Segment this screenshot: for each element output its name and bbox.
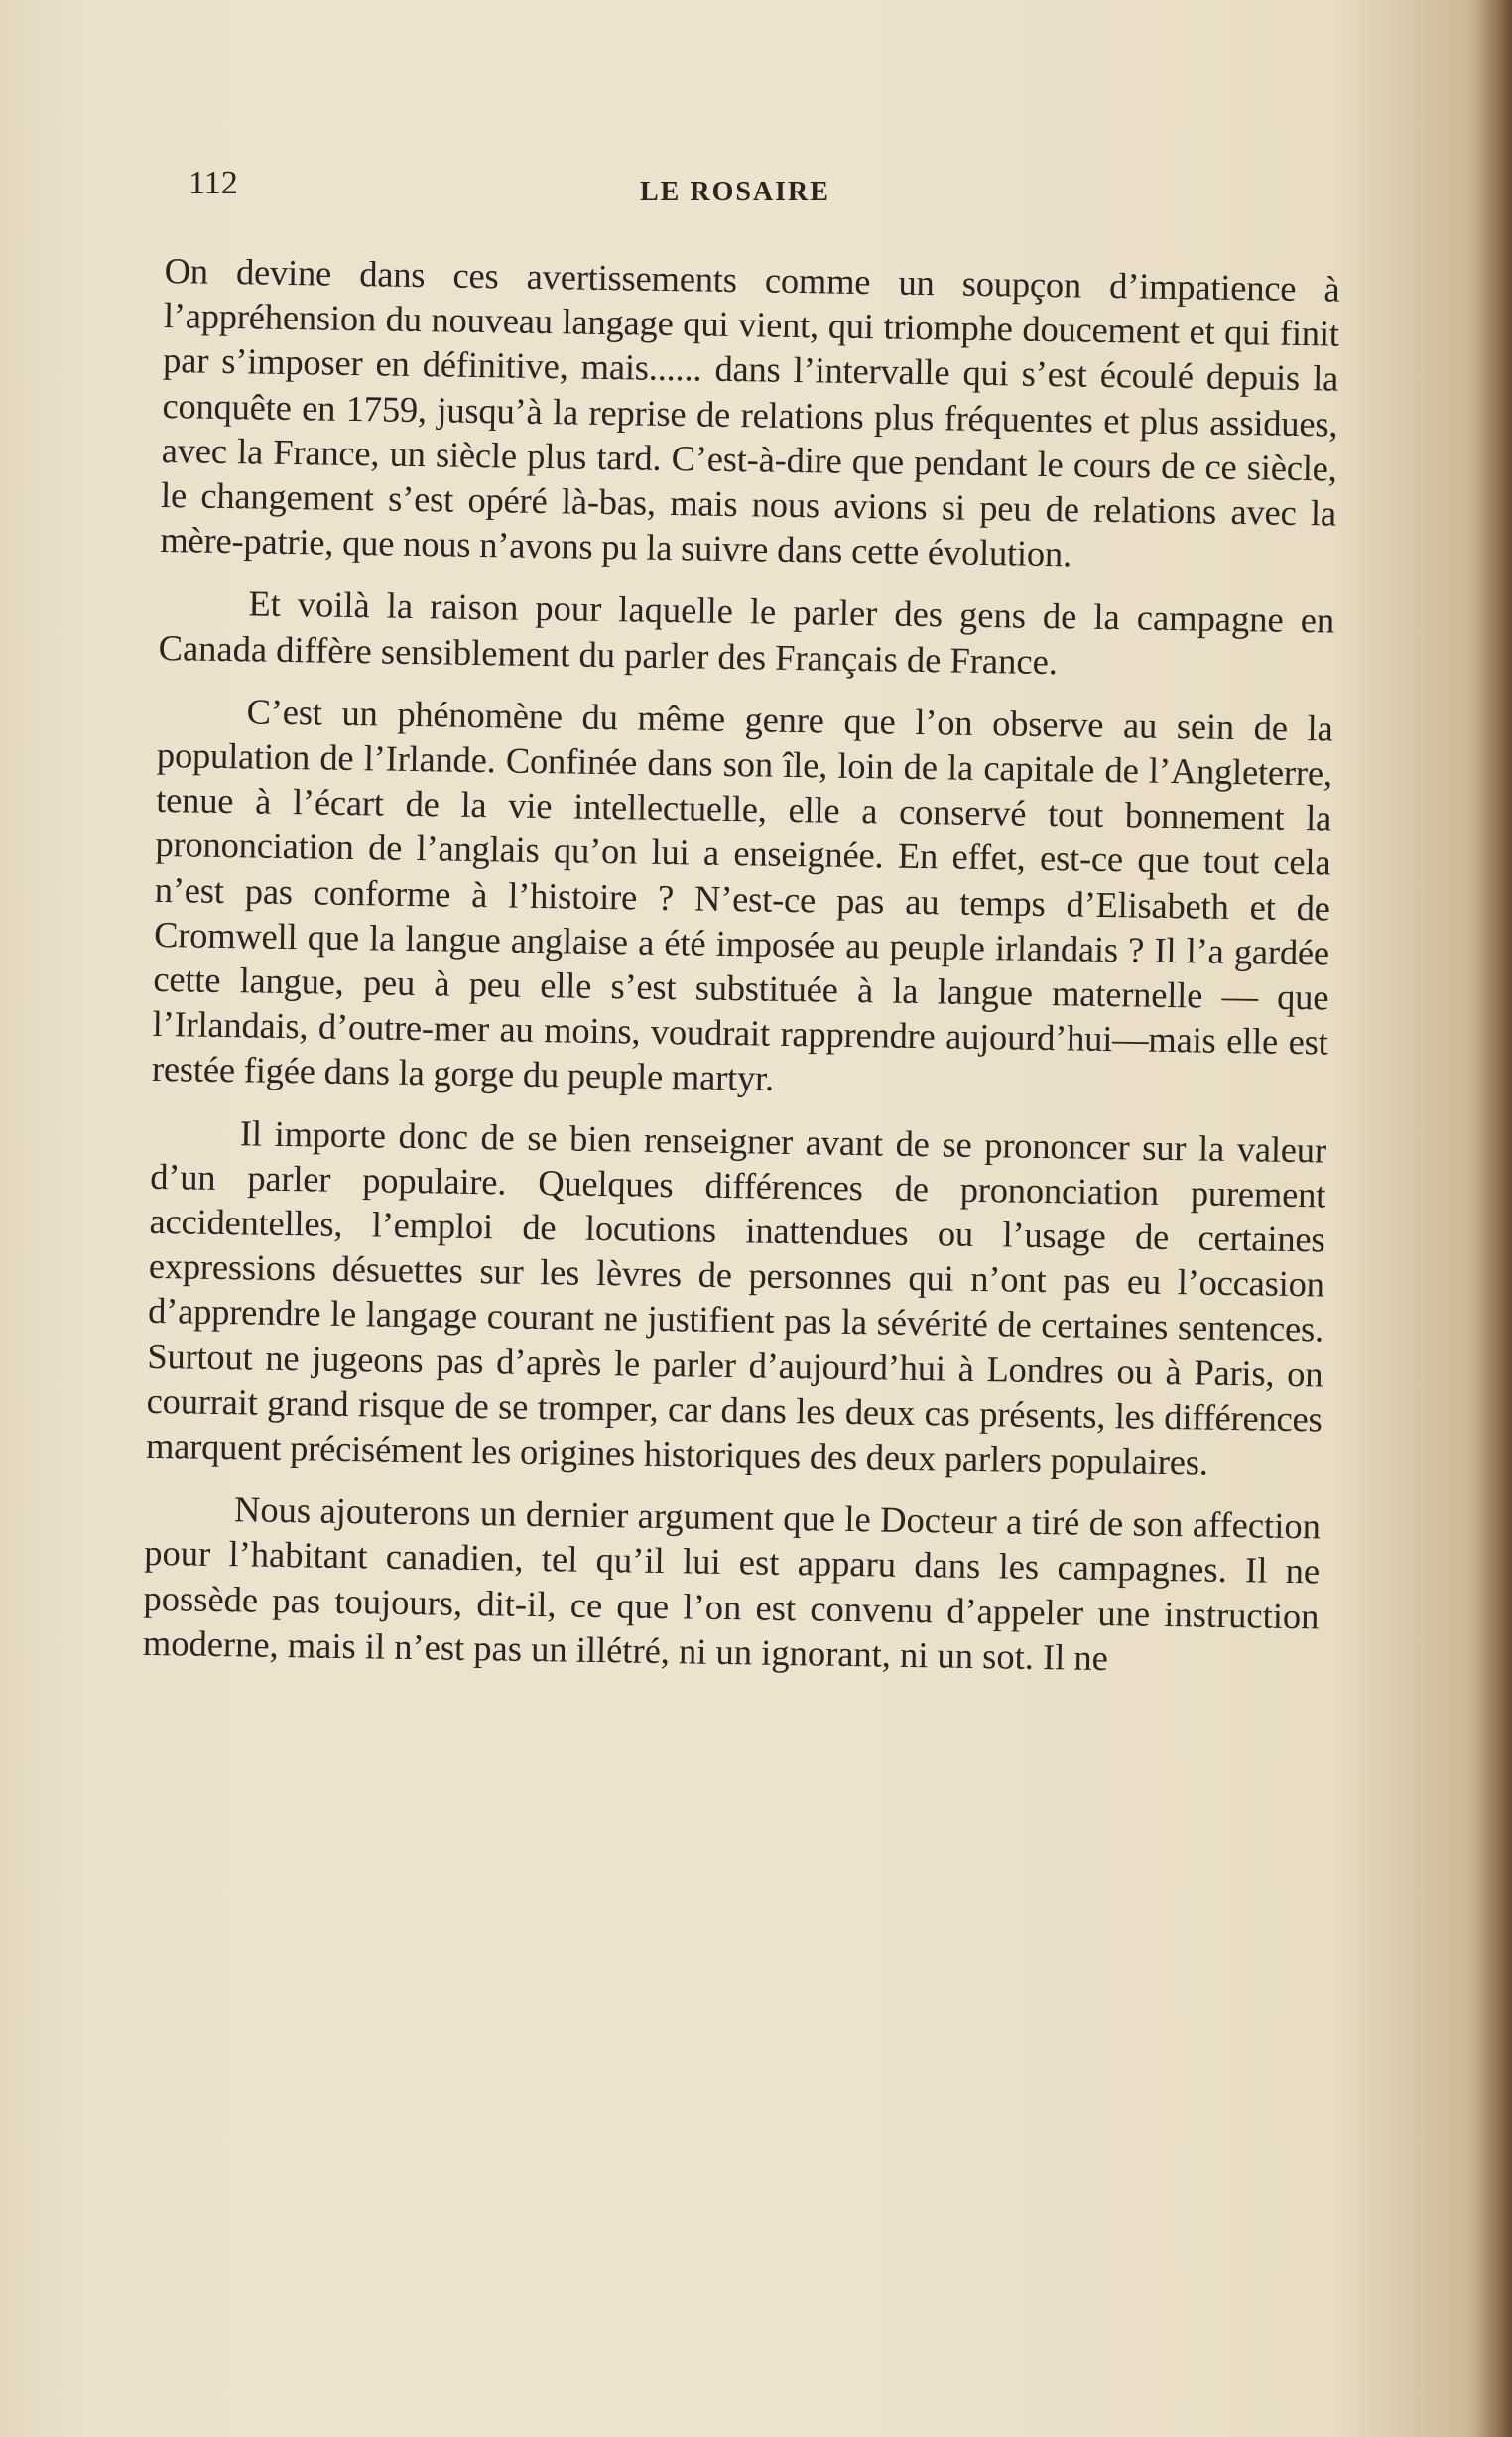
paragraph-5: Nous ajouterons un dernier argument que le Docteur a tiré de son affection pour l’habitant canadien, tel qu’il lui est apparu dans les campagnes. Il ne possède pas toujours, dit-il, ce que l’on est convenu d’appeler une instruction moderne, mais il n’est pas un illétré, ni un ignorant, ni un sot. Il ne [142, 1488, 1322, 1679]
paragraph-3: C’est un phénomène du même genre que l’on observe au sein de la population de l’Irlande. Confinée dans son île, loin de la capitale de l’Angleterre, tenue à l’écart de la vie intellectuelle, elle a conservé tout bonnement la prononciation de l’anglais qu’on lui a enseignée. En effet, est-ce que tout cela n’est pas conforme à l’histoire ? N’est-ce pas au temps d’Elisabeth et de Cromwell que la langue anglaise a été imposée au peuple irlandais ? Il l’a gardée cette langue, peu à peu elle s’est substituée à la langue maternelle — que l’Irlandais, d’outre-mer au moins, voudrait rapprendre aujourd’hui—mais elle est restée figée dans la gorge du peuple martyr. [151, 691, 1333, 1099]
paragraph-4: Il importe donc de se bien renseigner avant de se prononcer sur la valeur d’un parler populaire. Quelques différences de prononciation purement accidentelles, l’emploi de locutions inattendues ou l’usage de certaines expressions désuettes sur les lèvres de personnes qui n’ont pas eu l’occasion d’apprendre le langage courant ne justifient pas la sévérité de certaines sentences. Surtout ne jugeons pas d’après le parler d’aujourd’hui à Londres ou à Paris, on courrait grand risque de se tromper, car dans les deux cas présents, les différences marquent précisément les origines historiques des deux parlers populaires. [145, 1111, 1327, 1482]
running-title: LE ROSAIRE [640, 177, 830, 207]
paragraph-1: On devine dans ces avertissements comme un soupçon d’impatience à l’appréhension du nouveau langage qui vient, qui triomphe doucement et qui finit par s’imposer en définitive, mais...... dans l’intervalle qui s’est écoulé depuis la conquête en 1759, jusqu’à la reprise de relations plus fréquentes et plus assidues, avec la France, un siècle plus tard. C’est-à-dire que pendant le cours de ce siècle, le changement s’est opéré là-bas, mais nous avions si peu de relations avec la mère-patrie, que nous n’avons pu la suivre dans cette évolution. [160, 249, 1340, 575]
paragraph-2: Et voilà la raison pour laquelle le parler des gens de la campagne en Canada diffère sensiblement du parler des Français de France. [158, 582, 1335, 682]
page-number: 112 [189, 165, 238, 201]
page-header [189, 165, 1339, 224]
page-gutter-shadow [1476, 0, 1512, 2437]
body-text [142, 248, 1340, 1702]
